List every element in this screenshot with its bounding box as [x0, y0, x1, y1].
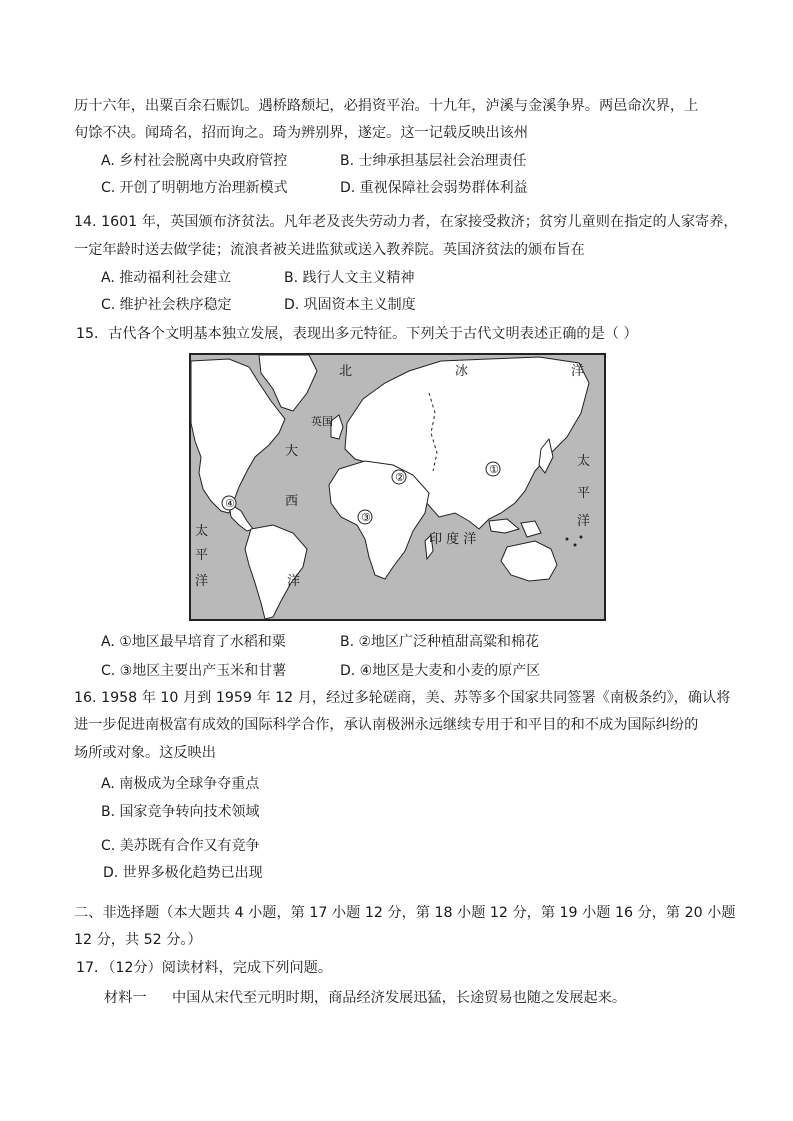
label-uk: 英国	[311, 415, 333, 428]
label-arctic-2: 冰	[455, 364, 469, 379]
label-atlantic-3: 洋	[287, 574, 301, 589]
svg-text:②: ②	[395, 471, 405, 484]
q13-option-b: B. 士绅承担基层社会治理责任	[340, 153, 527, 169]
q17-material-label: 材料一	[104, 990, 147, 1006]
q16-stem-line2: 进一步促进南极富有成效的国际科学合作，承认南极洲永远继续专用于和平目的和不成为国际纠纷的	[74, 717, 699, 733]
label-atlantic-1: 大	[285, 444, 299, 459]
q17-stem: 17．（12分）阅读材料，完成下列问题。	[76, 960, 333, 976]
q13-option-d: D. 重视保障社会弱势群体利益	[340, 180, 528, 196]
q13-stem-line2: 旬馀不决。闻琦名，招而询之。琦为辨别界，遂定。这一记载反映出该州	[74, 125, 529, 141]
svg-text:④: ④	[225, 497, 235, 510]
svg-text:③: ③	[361, 511, 371, 524]
marker-4	[222, 496, 236, 510]
q14-option-c: C. 维护社会秩序稳定	[101, 297, 232, 313]
q16-stem-line1: 16. 1958 年 10 月到 1959 年 12 月，经过多轮磋商，美、苏等多个国家共同签署《南极条约》，确认将	[74, 690, 731, 706]
marker-2	[392, 470, 406, 484]
q14-option-a: A. 推动福利社会建立	[101, 270, 232, 286]
q16-option-a: A. 南极成为全球争夺重点	[101, 776, 260, 792]
label-pacific-left-3: 洋	[195, 574, 209, 589]
q14-option-b: B. 践行人文主义精神	[284, 270, 415, 286]
q15-option-d: D. ④地区是大麦和小麦的原产区	[340, 663, 541, 679]
svg-text:①: ①	[489, 463, 499, 476]
label-atlantic-2: 西	[285, 494, 299, 509]
q15-option-b: B. ②地区广泛种植甜高粱和棉花	[340, 634, 540, 650]
pacific-island	[574, 544, 577, 547]
pacific-island	[566, 538, 569, 541]
label-indian-ocean: 印 度 洋	[429, 532, 477, 547]
q13-option-a: A. 乡村社会脱离中央政府管控	[101, 153, 288, 169]
section2-heading-line1: 二、非选择题（本大题共 4 小题，第 17 小题 12 分，第 18 小题 12 分，第 19 小题 16 分，第 20 小题	[74, 905, 736, 921]
section2-heading-line2: 12 分，共 52 分。）	[74, 932, 202, 948]
label-pacific-left-1: 太	[195, 524, 209, 539]
q14-stem-line2: 一定年龄时送去做学徒；流浪者被关进监狱或送入教养院。英国济贫法的颁布旨在	[74, 242, 585, 258]
label-pacific-left-2: 平	[195, 548, 209, 563]
q16-option-c: C. 美苏既有合作又有竞争	[101, 838, 260, 854]
q14-option-d: D. 巩固资本主义制度	[284, 297, 416, 313]
q14-stem-line1: 14. 1601 年，英国颁布济贫法。凡年老及丧失劳动力者，在家接受救济；贫穷儿童则在指定的人家寄养，	[74, 214, 738, 230]
q15-option-c: C. ③地区主要出产玉米和甘薯	[101, 663, 287, 679]
q13-stem-line1: 历十六年，出粟百余石赈饥。遇桥路颓圮，必捐资平治。十九年，泸溪与金溪争界。两邑命次界，上	[74, 98, 699, 114]
marker-1	[486, 462, 500, 476]
q16-stem-line3: 场所或对象。这反映出	[74, 745, 216, 761]
q15-option-a: A. ①地区最早培育了水稻和粟	[101, 634, 286, 650]
marker-3	[358, 510, 372, 524]
label-pacific-right-3: 洋	[577, 514, 591, 529]
q15-stem: 15．古代各个文明基本独立发展，表现出多元特征。下列关于古代文明表述正确的是（ ）	[76, 326, 638, 342]
q17-material-text: 中国从宋代至元明时期，商品经济发展迅猛，长途贸易也随之发展起来。	[172, 990, 627, 1006]
pacific-island	[580, 536, 583, 539]
q16-option-b: B. 国家竞争转向技术领域	[101, 804, 260, 820]
label-pacific-right-2: 平	[577, 486, 591, 501]
label-arctic-3: 洋	[571, 364, 585, 379]
world-map-figure	[189, 353, 606, 621]
q13-option-c: C. 开创了明朝地方治理新模式	[101, 180, 288, 196]
label-pacific-right-1: 太	[577, 454, 591, 469]
label-arctic-1: 北	[339, 364, 353, 379]
q16-option-d: D. 世界多极化趋势已出现	[103, 865, 263, 881]
